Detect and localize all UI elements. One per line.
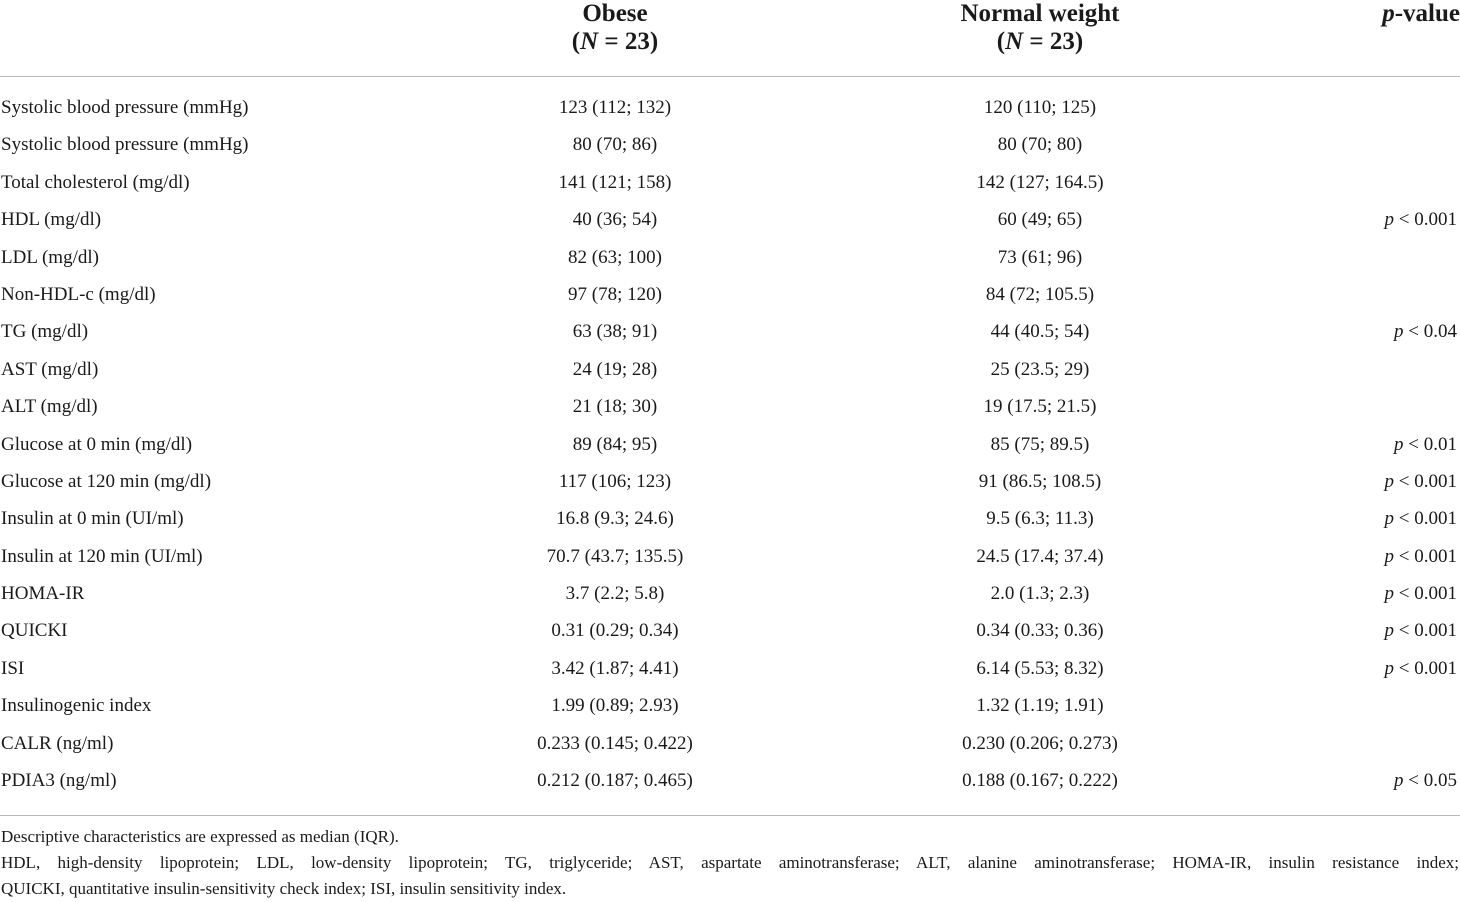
normal-weight-value: 142 (127; 164.5) — [976, 171, 1104, 193]
p-value-var: p — [1384, 657, 1395, 679]
p-value-rest: < 0.001 — [1394, 583, 1457, 605]
normal-weight-value: 60 (49; 65) — [997, 209, 1083, 231]
table-row — [0, 164, 1460, 201]
footnote-line-2: HDL, high-density lipoprotein; LDL, low-density lipoprotein; TG, triglyceride; AST, aspartate aminotransferase; ALT, alanine aminotransferase; HOMA-IR, insulin resistance index; — [1, 853, 1459, 872]
p-value-var: p — [1384, 583, 1395, 605]
table-row — [0, 687, 1460, 724]
p-value — [1300, 201, 1457, 238]
p-value-header-rest: -value — [1394, 0, 1460, 27]
row-label: Insulin at 0 min (UI/ml) — [1, 508, 184, 530]
row-label: Glucose at 120 min (mg/dl) — [1, 470, 212, 492]
table-row — [0, 126, 1460, 163]
obese-value: 3.42 (1.87; 4.41) — [551, 657, 679, 679]
p-value — [1300, 500, 1457, 537]
column-header-obese — [500, 0, 730, 56]
column-header-normal-weight — [890, 0, 1190, 56]
p-value-rest: < 0.001 — [1394, 209, 1457, 231]
table-row — [0, 762, 1460, 799]
p-value-var: p — [1394, 321, 1404, 343]
normal-weight-value: 2.0 (1.3; 2.3) — [990, 583, 1090, 605]
table-row — [0, 201, 1460, 238]
table-row — [0, 575, 1460, 612]
normal-weight-value: 19 (17.5; 21.5) — [983, 396, 1097, 418]
normal-weight-value: 9.5 (6.3; 11.3) — [986, 508, 1094, 530]
obese-value: 0.31 (0.29; 0.34) — [551, 620, 679, 642]
normal-weight-value: 0.188 (0.167; 0.222) — [962, 770, 1118, 792]
normal-weight-value: 120 (110; 125) — [983, 97, 1097, 118]
p-value-var: p — [1384, 545, 1395, 567]
obese-value: 1.99 (0.89; 2.93) — [551, 695, 679, 717]
obese-value: 63 (38; 91) — [572, 321, 658, 343]
p-value-var: p — [1384, 209, 1395, 231]
table-row — [0, 725, 1460, 762]
p-value-rest: < 0.04 — [1403, 321, 1457, 343]
p-value-rest: < 0.001 — [1394, 470, 1457, 492]
table-row — [0, 89, 1460, 126]
obese-value: 117 (106; 123) — [558, 470, 672, 492]
row-label: Non-HDL-c (mg/dl) — [1, 283, 156, 305]
column-header-normal-n — [890, 28, 1190, 56]
table-row — [0, 463, 1460, 500]
p-value — [1300, 426, 1457, 463]
p-value — [1300, 538, 1457, 575]
obese-value: 141 (121; 158) — [558, 171, 672, 193]
obese-value: 24 (19; 28) — [572, 358, 658, 380]
obese-n-prefix: ( — [571, 28, 581, 55]
row-label: HDL (mg/dl) — [1, 209, 102, 231]
normal-weight-value: 44 (40.5; 54) — [990, 321, 1090, 343]
p-value-var: p — [1384, 620, 1395, 642]
normal-weight-value: 0.34 (0.33; 0.36) — [976, 620, 1104, 642]
obese-value: 123 (112; 132) — [558, 97, 672, 118]
normal-weight-value: 73 (61; 96) — [997, 246, 1083, 268]
row-label: Insulinogenic index — [1, 695, 152, 717]
p-value-header-var: p — [1382, 0, 1395, 27]
table-row — [0, 500, 1460, 537]
p-value-var: p — [1394, 770, 1404, 792]
row-label: Systolic blood pressure (mmHg) — [1, 134, 249, 156]
footnote-line-1: Descriptive characteristics are expressed as median (IQR). — [1, 827, 399, 846]
obese-value: 16.8 (9.3; 24.6) — [556, 508, 674, 530]
obese-value: 97 (78; 120) — [568, 283, 662, 305]
row-label: CALR (ng/ml) — [1, 732, 114, 754]
p-value-rest: < 0.001 — [1394, 657, 1457, 679]
normal-n-rest: = 23) — [1023, 28, 1084, 55]
row-label: Total cholesterol (mg/dl) — [1, 171, 190, 193]
column-header-obese-n — [500, 28, 730, 56]
table-header — [0, 0, 1460, 76]
obese-value: 89 (84; 95) — [572, 433, 658, 455]
table-body — [0, 89, 1460, 799]
obese-value: 0.233 (0.145; 0.422) — [537, 732, 693, 754]
normal-weight-value: 25 (23.5; 29) — [990, 358, 1090, 380]
column-header-p-value — [1340, 0, 1460, 28]
obese-n-rest: = 23) — [598, 28, 659, 55]
p-value — [1300, 650, 1457, 687]
p-value-rest: < 0.001 — [1394, 620, 1457, 642]
p-value-rest: < 0.001 — [1394, 508, 1457, 530]
table-row — [0, 612, 1460, 649]
row-label: AST (mg/dl) — [1, 358, 99, 380]
footnote-line-3: QUICKI, quantitative insulin-sensitivity check index; ISI, insulin sensitivity index. — [1, 879, 567, 898]
normal-weight-value: 6.14 (5.53; 8.32) — [976, 657, 1104, 679]
obese-value: 3.7 (2.2; 5.8) — [565, 583, 665, 605]
p-value-var: p — [1384, 508, 1395, 530]
p-value — [1300, 762, 1457, 799]
row-label: TG (mg/dl) — [1, 321, 89, 343]
row-label: ALT (mg/dl) — [1, 396, 98, 418]
header-divider — [0, 76, 1460, 77]
p-value — [1300, 575, 1457, 612]
p-value-var: p — [1394, 433, 1404, 455]
obese-value: 21 (18; 30) — [572, 396, 658, 418]
obese-value: 80 (70; 86) — [572, 134, 658, 156]
normal-weight-value: 84 (72; 105.5) — [985, 283, 1095, 305]
row-label: HOMA-IR — [1, 583, 85, 605]
obese-value: 70.7 (43.7; 135.5) — [546, 545, 684, 567]
row-label: QUICKI — [1, 620, 68, 642]
row-label: ISI — [1, 657, 25, 679]
normal-n-prefix: ( — [996, 28, 1006, 55]
column-header-obese-title: Obese — [582, 0, 648, 27]
normal-weight-value: 91 (86.5; 108.5) — [978, 470, 1102, 492]
p-value-rest: < 0.01 — [1403, 433, 1457, 455]
table-row — [0, 388, 1460, 425]
table-row — [0, 538, 1460, 575]
normal-n-var: N — [1005, 28, 1024, 55]
obese-value: 0.212 (0.187; 0.465) — [537, 770, 693, 792]
normal-weight-value: 0.230 (0.206; 0.273) — [962, 732, 1118, 754]
p-value — [1300, 463, 1457, 500]
normal-weight-value: 1.32 (1.19; 1.91) — [976, 695, 1104, 717]
table-row — [0, 650, 1460, 687]
table-row — [0, 351, 1460, 388]
p-value — [1300, 612, 1457, 649]
table-row — [0, 276, 1460, 313]
p-value-rest: < 0.05 — [1403, 770, 1457, 792]
p-value — [1300, 313, 1457, 350]
normal-weight-value: 80 (70; 80) — [997, 134, 1083, 156]
p-value-rest: < 0.001 — [1394, 545, 1457, 567]
normal-weight-value: 24.5 (17.4; 37.4) — [976, 545, 1104, 567]
table-row — [0, 239, 1460, 276]
row-label: Systolic blood pressure (mmHg) — [1, 97, 249, 118]
row-label: Insulin at 120 min (UI/ml) — [1, 545, 203, 567]
footer-divider — [0, 815, 1460, 816]
table-row — [0, 426, 1460, 463]
obese-n-var: N — [580, 28, 599, 55]
obese-value: 82 (63; 100) — [568, 246, 662, 268]
table-footnotes — [1, 824, 1459, 902]
p-value-var: p — [1384, 470, 1395, 492]
column-header-normal-title: Normal weight — [960, 0, 1120, 27]
normal-weight-value: 85 (75; 89.5) — [990, 433, 1090, 455]
obese-value: 40 (36; 54) — [572, 209, 658, 231]
row-label: Glucose at 0 min (mg/dl) — [1, 433, 193, 455]
table-row — [0, 313, 1460, 350]
row-label: LDL (mg/dl) — [1, 246, 99, 268]
row-label: PDIA3 (ng/ml) — [1, 770, 117, 792]
